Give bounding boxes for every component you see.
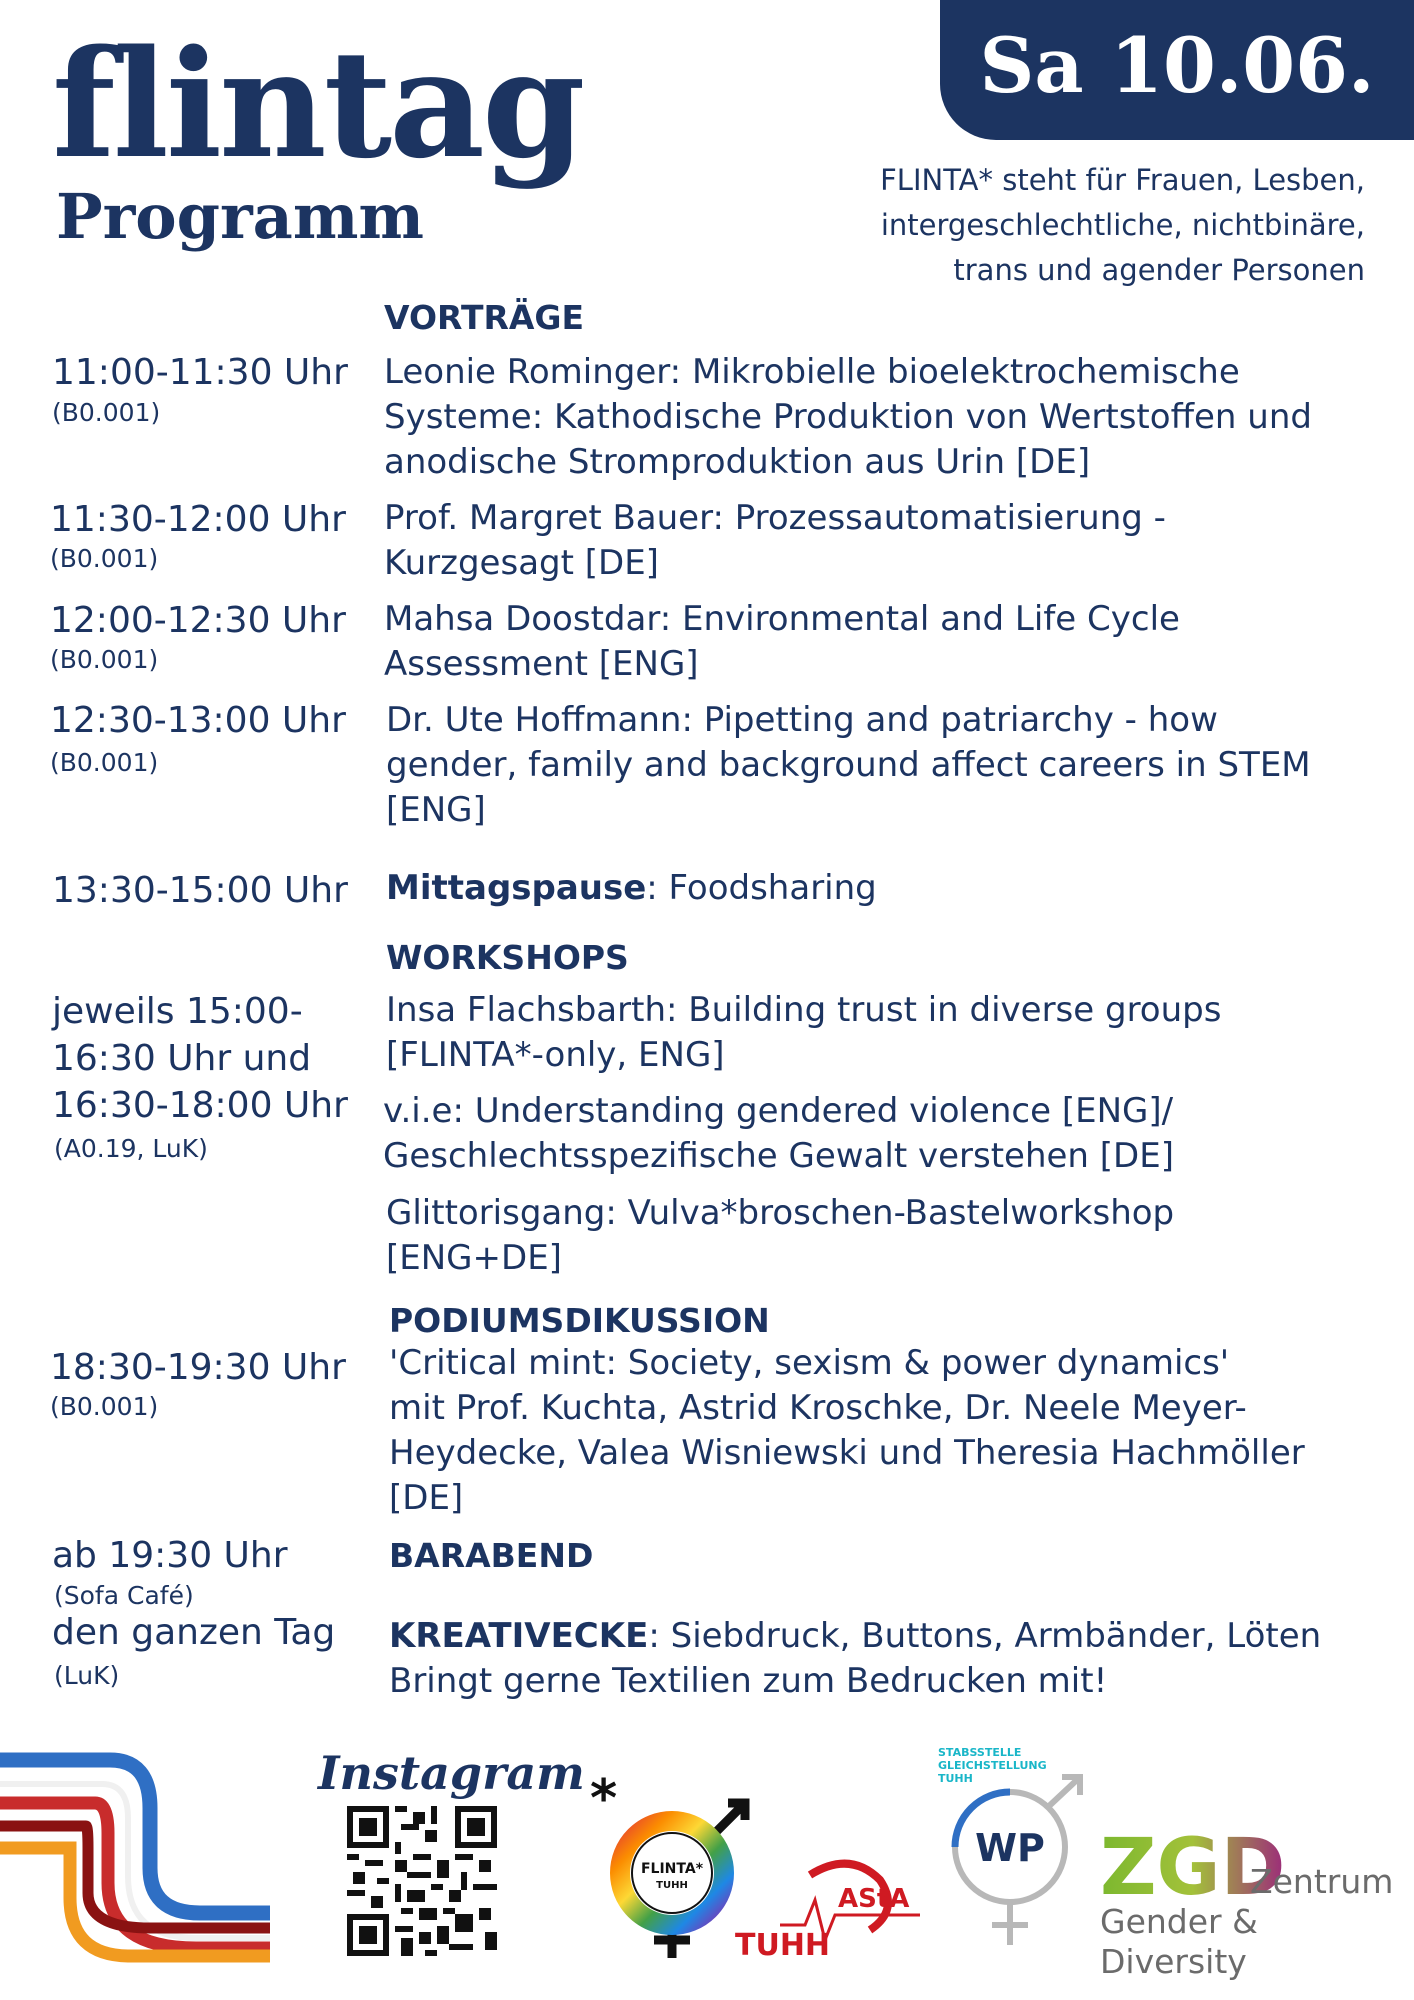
session-time: 11:30-12:00 Uhr [50,499,346,540]
description-line: Leonie Rominger: Mikrobielle bioelektrochemische [384,352,1240,392]
workshop-description [383,1089,1383,1179]
stabsstelle-line: STABSSTELLE [938,1746,1022,1759]
description-line: anodische Stromproduktion aus Urin [DE] [384,442,1091,482]
barabend-room: (Sofa Café) [54,1581,194,1610]
lunch-description [386,866,1386,911]
description-line: Prof. Margret Bauer: Prozessautomatisierung - [384,498,1166,538]
event-date: Sa 10.06. [979,21,1375,110]
description-line: Kurzgesagt [DE] [384,543,659,583]
gleichstellung-wp-logo [940,1765,1100,1950]
section-heading-podium: PODIUMSDIKUSSION [389,1301,770,1340]
description-line: Mahsa Doostdar: Environmental and Life Cycle [384,599,1180,639]
svg-text:*: * [590,1769,618,1829]
description-line: [FLINTA*-only, ENG] [386,1035,725,1075]
description-line: [ENG] [386,790,486,830]
workshop-description [386,988,1386,1078]
event-title: flintag [52,17,583,191]
session-time: 11:00-11:30 Uhr [52,352,348,393]
stabsstelle-line: TUHH [938,1772,973,1785]
flinta-definition [765,158,1365,293]
section-heading-barabend: BARABEND [389,1536,594,1575]
description-line: gender, family and background affect careers in STEM [386,745,1311,785]
description-line: Assessment [ENG] [384,644,699,684]
kreativ-label: KREATIVECKE [389,1616,649,1656]
kreativ-room: (LuK) [54,1661,120,1690]
workshop-time-line: 16:30-18:00 Uhr [52,1085,348,1126]
section-heading-workshops: WORKSHOPS [386,938,629,977]
session-description [386,698,1386,833]
description-line: [ENG+DE] [386,1238,562,1278]
workshop-time [52,988,348,1129]
description-line: [DE] [389,1478,464,1518]
instagram-qr-code[interactable] [347,1806,497,1956]
session-time: 12:00-12:30 Uhr [50,600,346,641]
kreativ-description [389,1614,1389,1704]
kreativ-line [389,1614,1389,1659]
description-line: Geschlechtsspezifische Gewalt verstehen [DE] [383,1136,1174,1176]
session-room: (B0.001) [52,398,161,427]
description-line: Dr. Ute Hoffmann: Pipetting and patriarchy - how [386,700,1218,740]
description-line: Glittorisgang: Vulva*broschen-Bastelworkshop [386,1193,1175,1233]
lunch-time: 13:30-15:00 Uhr [52,870,348,911]
flinta-logo-subtext: TUHH [656,1880,688,1891]
description-line: 'Critical mint: Society, sexism & power dynamics' [389,1343,1230,1383]
asta-tuhh-text: TUHH [735,1928,831,1963]
description-line: Heydecke, Valea Wisniewski und Theresia Hachmöller [389,1433,1305,1473]
flinta-definition-line: FLINTA* steht für Frauen, Lesben, [880,163,1365,197]
zgd-gender-diversity: Gender & Diversity [1100,1902,1258,1981]
podium-room: (B0.001) [50,1392,159,1421]
lunch-detail: : Foodsharing [646,868,877,908]
workshop-room: (A0.19, LuK) [54,1134,208,1163]
zgd-letters: ZGD [1100,1823,1286,1913]
workshop-time-line: 16:30 Uhr und [52,1038,312,1079]
zgd-zentrum: Zentrum [1250,1862,1394,1901]
session-description [384,350,1384,485]
wp-text: WP [975,1826,1045,1870]
instagram-label: Instagram [318,1746,585,1800]
kreativ-line: Bringt gerne Textilien zum Bedrucken mit! [389,1661,1108,1701]
kreativ-time: den ganzen Tag [52,1612,336,1653]
description-line: mit Prof. Kuchta, Astrid Kroschke, Dr. Neele Meyer- [389,1388,1247,1428]
flinta-definition-line: intergeschlechtliche, nichtbinäre, [880,208,1365,242]
flinta-definition-line: trans und agender Personen [953,253,1365,287]
workshop-time-line: jeweils 15:00- [52,991,303,1032]
podium-time: 18:30-19:30 Uhr [50,1347,346,1388]
stabsstelle-line: GLEICHSTELLUNG [938,1759,1047,1772]
session-room: (B0.001) [50,748,159,777]
description-line: v.i.e: Understanding gendered violence [ENG]/ [383,1091,1174,1131]
lunch-label: Mittagspause [386,868,647,908]
program-subtitle: Programm [56,180,425,253]
rainbow-stripes-graphic [0,1748,270,1958]
asta-letters: AStA [838,1884,910,1914]
workshop-description [386,1191,1386,1281]
description-line: Insa Flachsbarth: Building trust in diverse groups [386,990,1222,1030]
session-room: (B0.001) [50,645,159,674]
barabend-time: ab 19:30 Uhr [52,1535,288,1576]
description-line: Systeme: Kathodische Produktion von Wertstoffen und [384,397,1312,437]
zgd-logo [1100,1823,1286,1913]
flinta-logo-text: FLINTA* [640,1861,704,1877]
session-description [384,597,1384,687]
session-room: (B0.001) [50,544,159,573]
session-time: 12:30-13:00 Uhr [50,700,346,741]
kreativ-detail: : Siebdruck, Buttons, Armbänder, Löten [648,1616,1322,1656]
section-heading-vortraege: VORTRÄGE [384,298,585,337]
session-description [384,496,1384,586]
podium-description [389,1341,1389,1521]
